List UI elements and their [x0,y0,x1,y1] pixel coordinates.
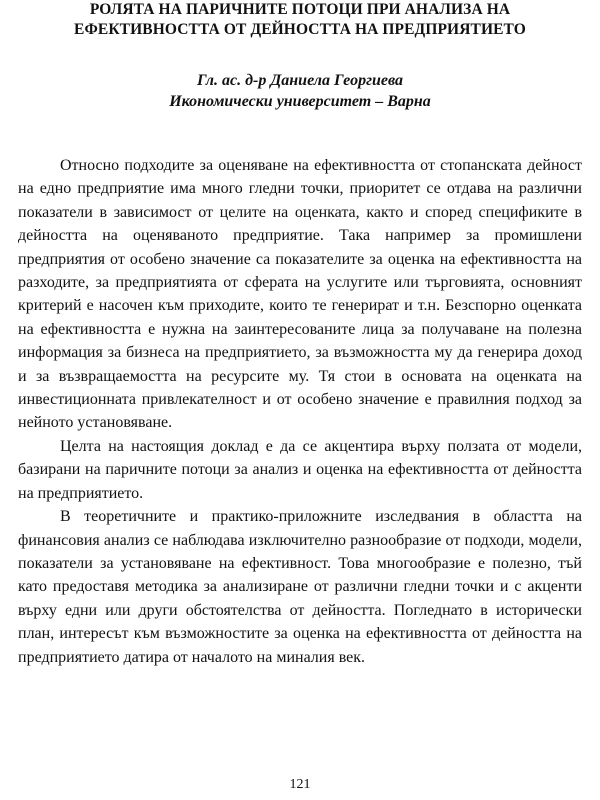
page-number: 121 [289,777,311,792]
paper-title-line-1: РОЛЯТА НА ПАРИЧНИТЕ ПОТОЦИ ПРИ АНАЛИЗА НА [89,1,511,18]
paper-title [18,0,582,40]
paper-title-line-2: ЕФЕКТИВНОСТТА ОТ ДЕЙНОСТТА НА ПРЕДПРИЯТИЕТО [74,21,526,38]
body-text [18,154,582,669]
paragraph-3: В теоретичните и практико-приложните изследвания в областта на финансовия анализ се наблюдава изключително разнообразие от подходи, модели, показатели за установяване на ефективност. Това многообразие е полезно, тъй като предоставя методика за анализиране от различни гледни точки и с акценти върху едни или други обстоятелства от дейността. Погледнато в исторически план, интересът към възможностите за оценка на ефективността от дейността на предприятието датира от началото на миналия век. [18,508,582,666]
author-block [18,70,582,112]
author-name: Гл. ас. д-р Даниела Георгиева [196,72,404,89]
paragraph-1: Относно подходите за оценяване на ефективността от стопанската дейност на едно предприятие има много гледни точки, приоритет се отдава на различни показатели в зависимост от целите на оценката, както и според спецификите в дейността на оценяваното предприятие. Така например за промишлени предприятия от особено значение са показателите за оценка на ефективността на разходите, за предприятията от сферата на услугите или търговията, основният критерий е насочен към приходите, които те генерират и т.н. Безспорно оценката на ефективността е нужна на заинтересованите лица за получаване на полезна информация за бизнеса на предприятието, за възможността му да генерира доход и за възвращаемостта на ресурсите му. Тя стои в основата на оценката на инвестиционната привлекателност и от особено значение е правилния подход за нейното установяване. [18,157,582,432]
author-affiliation: Икономически университет – Варна [169,93,431,110]
paragraph-2: Целта на настоящия доклад е да се акцентира върху ползата от модели, базирани на паричните потоци за анализ и оценка на ефективността от дейността на предприятието. [18,437,582,502]
